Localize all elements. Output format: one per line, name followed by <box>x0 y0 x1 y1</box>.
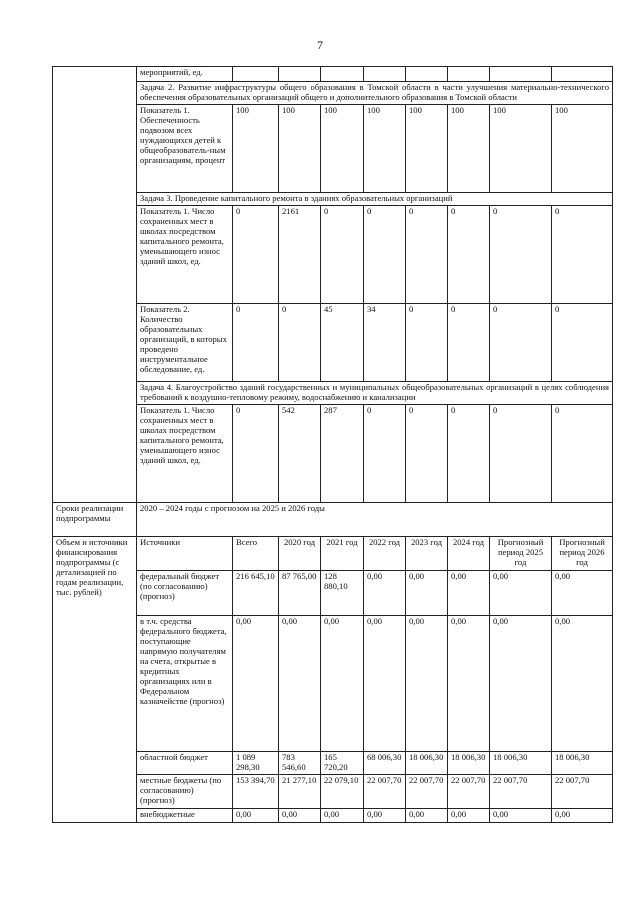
indicator-label: Показатель 1. Число сохраненных мест в школах посредством капитального ремонта, уменьшающего износ зданий школ, ед. <box>137 404 233 502</box>
indicator-row: Показатель 1. Число сохраненных мест в школах посредством капитального ремонта, уменьшающего износ зданий школ, ед. 0 2161 0 0 0 0 0 0 <box>53 205 613 303</box>
top-row-label: мероприятий, ед. <box>137 67 233 82</box>
finance-row: в т.ч. средства федерального бюджета, поступающие напрямую получателям на счета, открытые в кредитных организациях или в Федеральном казначействе (прогноз) 0,00 0,00 0,00 0,00 0,00 0,00 0,00 0,00 <box>53 615 613 751</box>
finance-label: Объем и источники финансирования подпрограммы (с детализацией по годам реализации, тыс. рублей) <box>53 536 137 822</box>
finance-row: областной бюджет 1 089 298,30 783 546,60 165 720,20 68 006,30 18 006,30 18 006,30 18 006,30 18 006,30 <box>53 751 613 774</box>
task-4-text: Задача 4. Благоустройство зданий государственных и муниципальных общеобразовательных организаций в целях соблюдения требований к воздушно-тепловому режиму, водоснабжению и канализации <box>137 381 613 404</box>
indicator-row: Показатель 2. Количество образовательных организаций, в которых проведено инструментальное обследование, ед. 0 0 45 34 0 0 0 0 <box>53 303 613 381</box>
terms-label: Сроки реализации подпрограммы <box>53 502 137 536</box>
finance-row: внебюджетные 0,00 0,00 0,00 0,00 0,00 0,00 0,00 0,00 <box>53 808 613 822</box>
indicator-row: Показатель 1. Обеспеченность подвозом всех нуждающихся детей к общеобразователь-ным организациям, процент 100 100 100 100 100 100 100 100 <box>53 104 613 192</box>
terms-value: 2020 – 2024 годы с прогнозом на 2025 и 2026 годы <box>137 502 613 536</box>
finance-header-row: Объем и источники финансирования подпрограммы (с детализацией по годам реализации, тыс. рублей) Источники Всего 2020 год 2021 год 2022 год 2023 год 2024 год Прогнозный период 2025 год Прогнозный период 2026 год <box>53 536 613 570</box>
indicator-row: Показатель 1. Число сохраненных мест в школах посредством капитального ремонта, уменьшающего износ зданий школ, ед. 0 542 287 0 0 0 0 0 <box>53 404 613 502</box>
task-2-text: Задача 2. Развитие инфраструктуры общего образования в Томской области в части улучшения материально-технического обеспечения образовательных организаций общего и дополнительного образования в Томской области <box>137 82 613 105</box>
finance-row: федеральный бюджет (по согласованию) (прогноз) 216 645,10 87 765,00 128 880,10 0,00 0,00 0,00 0,00 0,00 <box>53 570 613 615</box>
indicator-label: Показатель 1. Обеспеченность подвозом всех нуждающихся детей к общеобразователь-ным организациям, процент <box>137 104 233 192</box>
page-number: 7 <box>317 38 323 52</box>
indicator-label: Показатель 2. Количество образовательных организаций, в которых проведено инструментальное обследование, ед. <box>137 303 233 381</box>
task-3-text: Задача 3. Проведение капитального ремонта в зданиях образовательных организаций <box>137 192 613 205</box>
indicator-label: Показатель 1. Число сохраненных мест в школах посредством капитального ремонта, уменьшающего износ зданий школ, ед. <box>137 205 233 303</box>
finance-row: местные бюджеты (по согласованию) (прогноз) 153 394,70 21 277,10 22 079,10 22 007,70 22 007,70 22 007,70 22 007,70 22 007,70 <box>53 774 613 808</box>
passport-table <box>52 66 613 823</box>
left-empty-cell <box>53 67 137 503</box>
